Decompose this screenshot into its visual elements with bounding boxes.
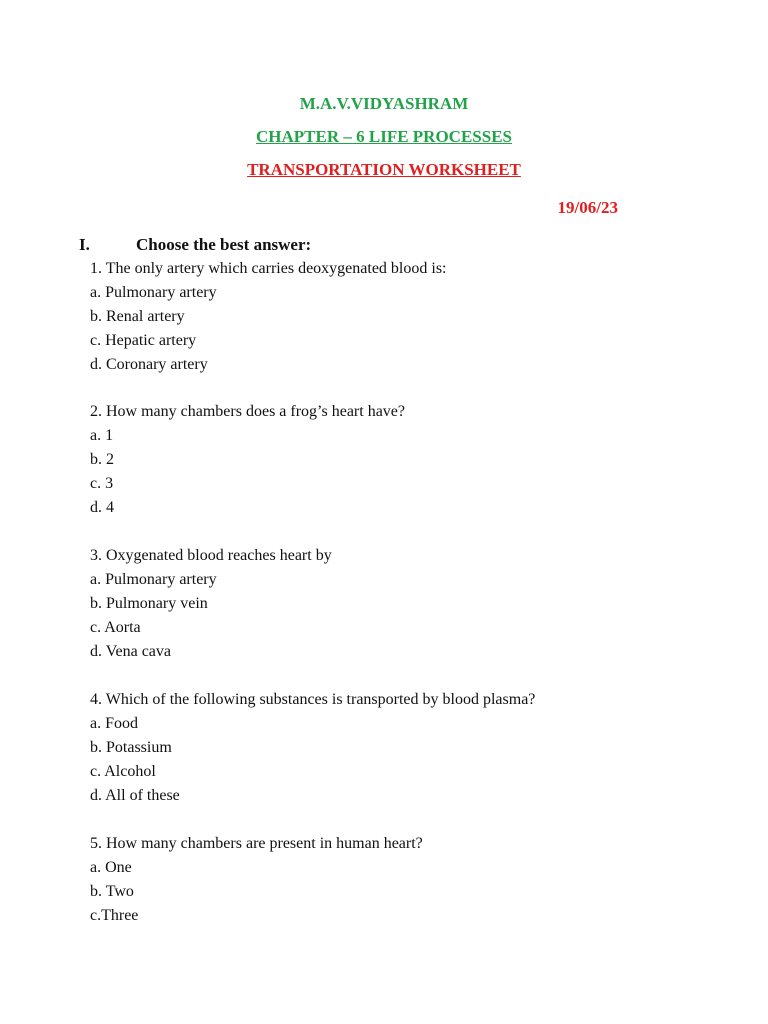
question-1-text: 1. The only artery which carries deoxygenated blood is:	[90, 260, 447, 277]
question-3-text: 3. Oxygenated blood reaches heart by	[90, 547, 332, 564]
question-4-option-c: c. Alcohol	[90, 763, 156, 780]
question-2-option-d: d. 4	[90, 499, 114, 516]
question-1-option-a: a. Pulmonary artery	[90, 284, 217, 301]
question-2-option-b: b. 2	[90, 451, 114, 468]
question-2-option-a: a. 1	[90, 427, 114, 444]
chapter-title: CHAPTER – 6 LIFE PROCESSES	[256, 127, 512, 146]
question-4-text: 4. Which of the following substances is transported by blood plasma?	[90, 691, 536, 708]
question-5-option-b: b. Two	[90, 883, 134, 900]
question-3-option-c: c. Aorta	[90, 619, 141, 636]
section-title: Choose the best answer:	[136, 235, 312, 254]
question-1-option-d: d. Coronary artery	[90, 356, 208, 373]
question-3-option-b: b. Pulmonary vein	[90, 595, 208, 612]
question-3-option-a: a. Pulmonary artery	[90, 571, 217, 588]
worksheet-date: 19/06/23	[557, 198, 618, 217]
question-2-text: 2. How many chambers does a frog’s heart have?	[90, 403, 405, 420]
question-4-option-a: a. Food	[90, 715, 138, 732]
question-4-option-d: d. All of these	[90, 787, 180, 804]
question-1-option-b: b. Renal artery	[90, 308, 185, 325]
worksheet-title: TRANSPORTATION WORKSHEET	[247, 160, 521, 179]
question-5-option-c: c.Three	[90, 907, 139, 924]
question-1-option-c: c. Hepatic artery	[90, 332, 197, 349]
school-name: M.A.V.VIDYASHRAM	[299, 94, 469, 113]
section-number: I.	[79, 235, 90, 254]
question-3-option-d: d. Vena cava	[90, 643, 171, 660]
question-5-option-a: a. One	[90, 859, 132, 876]
question-5-text: 5. How many chambers are present in human heart?	[90, 835, 423, 852]
question-2-option-c: c. 3	[90, 475, 114, 492]
question-4-option-b: b. Potassium	[90, 739, 172, 756]
